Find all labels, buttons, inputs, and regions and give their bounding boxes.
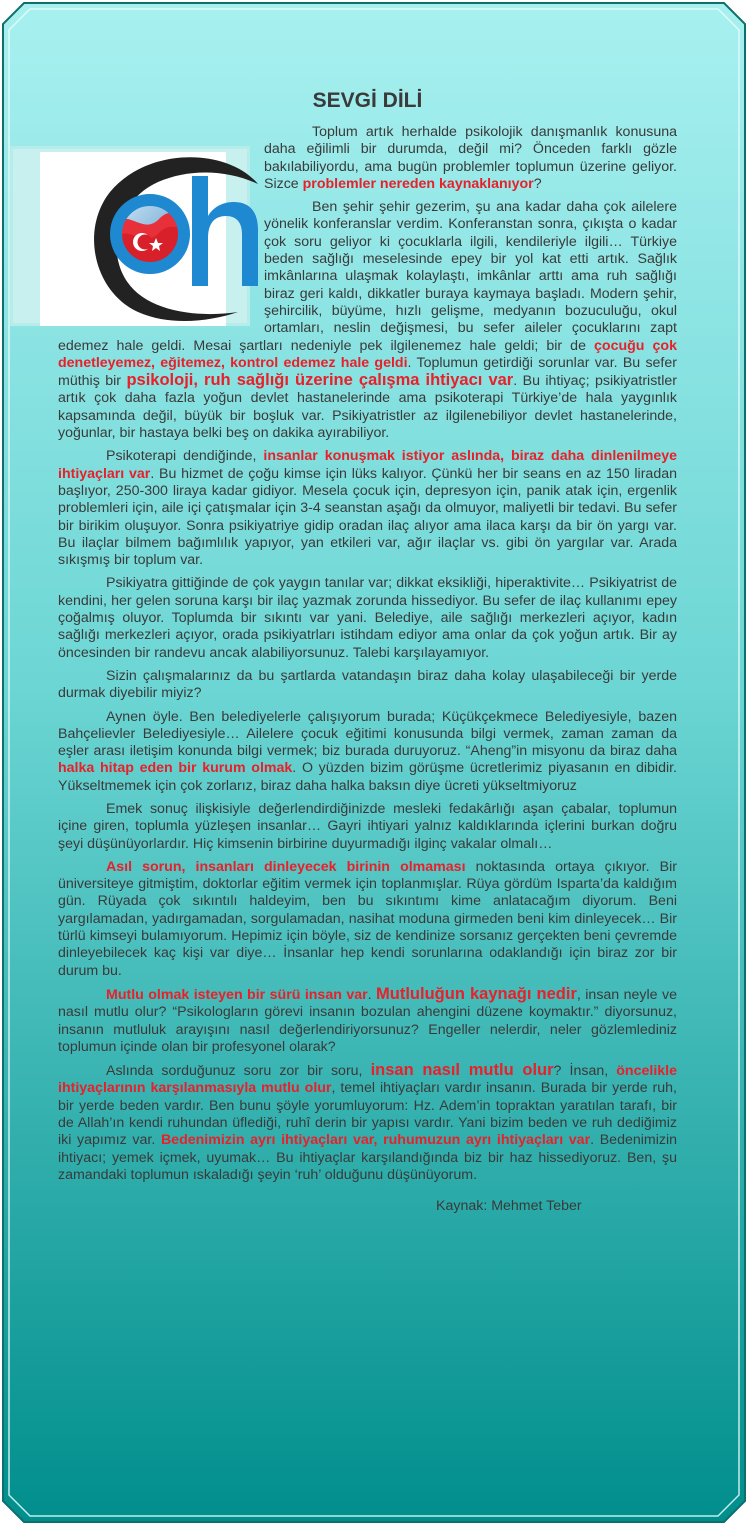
body-text: . Bu ihtiyaç; psikiyatristler artık çok daha fazla yoğun devlet hastanelerinde ama psikoterapi Türkiye’de hala yaygınlık kapsamında değil, büyük bir boşluk var. Psikiyatristler az ilgilenebiliyor devlet hastanelerinde, yoğunlar, bir hastaya belki beş on dakika ayırabiliyor.: [58, 373, 677, 442]
highlight-text: Mutlu olmak isteyen bir sürü insan var: [106, 986, 368, 1003]
body-text: . O yüzden bizim görüşme ücretlerimiz piyasanın en dibidir. Yükseltmemek için çok zorlarız, biraz daha halka baksın diye ücreti yükseltmiyoruz: [58, 760, 677, 794]
highlight-text: Bedenimizin ayrı ihtiyaçları var, ruhumuzun ayrı ihtiyaçları var: [160, 1132, 591, 1149]
paragraph: [58, 668, 677, 703]
body-text: Aynen öyle. Ben belediyelerle çalışıyorum burada; Küçükçekmece Belediyesiyle, bazen Bahçelievler Belediyesiyle… Ailelere çocuk eğitimi konusunda bilgi vermek, zaman zaman da eşler arası iletişim konunda bilgi vermek; biz burada duruyoruz. “Aheng”in misyonu da biraz daha: [58, 708, 677, 760]
body-text: , temel ihtiyaçları vardır insanın. Burada bir yerde ruh, bir yerde beden vardır. Ben bunu şöyle yorumluyorum: Hz. Adem’in topraktan yaratılan tarafı, bir de Allah’ın kendi ruhundan üflediği, ruhî derin bir yapısı vardır. Yani bizim beden ve ruh dediğimiz iki yapımız var.: [58, 1080, 677, 1149]
logo-frame: [10, 146, 250, 326]
highlight-text: psikoloji, ruh sağlığı üzerine çalışma ihtiyacı var: [126, 371, 514, 390]
paragraph: [58, 575, 677, 661]
paragraph: [58, 801, 677, 853]
paragraph: [58, 448, 677, 569]
source-credit: Kaynak: Mehmet Teber: [436, 1198, 582, 1215]
body-text: Psikoterapi dendiğinde,: [106, 448, 264, 465]
highlight-text: Asıl sorun, insanları dinleyecek birinin olmaması: [106, 858, 466, 875]
highlight-text: problemler nereden kaynaklanıyor: [302, 175, 534, 192]
paragraph: [58, 709, 677, 795]
highlight-text: Mutluluğun kaynağı nedir: [376, 984, 577, 1003]
article-title: SEVGİ DİLİ: [312, 89, 423, 112]
body-text: .: [367, 986, 377, 1003]
body-text: ? İnsan,: [553, 1063, 617, 1080]
aheng-logo-icon: [40, 152, 226, 326]
highlight-text: öncelikle ihtiyaçlarının karşılanmasıyla mutlu olur: [58, 1063, 677, 1097]
highlight-text: insanlar konuşmak istiyor aslında, biraz daha dinlenilmeye ihtiyaçları var: [58, 448, 677, 482]
paragraph: [58, 859, 677, 980]
article: [58, 88, 677, 1222]
body-text: , insan neyle ve nasıl mutlu olur? “Psikologların görevi insanın bozulan ahengini düzene koymaktır.” diyorsunuz, insanın mutluluk arayışını nasıl değerlendiriyorsunuz? Engeller nelerdir, neler gözlemlediniz toplumun içinde olan bir profesyonel olarak?: [58, 986, 677, 1055]
body-text: Sizin çalışmalarınız da bu şartlarda vatandaşın biraz daha kolay ulaşabileceği bir yerde durmak diyebilir miyiz?: [58, 667, 677, 702]
article-body: [58, 124, 677, 1184]
body-text: . Bedenimizin ihtiyacı; yemek içmek, uyumak… Bu ihtiyaçlar karşılandığında biz bir haz hissediyoruz. Ben, şu zamandaki toplumun ıskaladığı şeyin ‘ruh’ olduğunu düşünüyorum.: [58, 1132, 677, 1183]
highlight-text: halka hitap eden bir kurum olmak: [58, 760, 293, 777]
body-text: Emek sonuç ilişkisiyle değerlendirdiğinizde mesleki fedakârlığı aşan çabalar, toplumun içine giren, toplumla yüzleşen insanlar… Gayri ihtiyari yalnız kaldıklarında içlerini burkan doğru şeyi düşünüyorlardır. Hiç kimsenin birbirine duyurmadığı ilginç vakalar olmalı…: [58, 800, 677, 852]
body-text: . Bu hizmet de çoğu kimse için lüks kalıyor. Çünkü her bir seans en az 150 liradan başlıyor, 250-300 liraya kadar gidiyor. Mesela çocuk için, depresyon için, panik atak için, ergenlik problemleri için, aile içi çatışmalar için 3-4 seanstan aşağı da olmuyor, maliyetli bir tedavi. Bu sefer bir birikim oluşuyor. Sonra psikiyatriye gidip oradan ilaç alıyor ama ilaca karşı da bir ön yargı var. Bu ilaçlar bilmem bağımlılık yapıyor, yan etkileri var, ağır ilaçlar vs. gibi ön yargılar var. Arada sıkışmış bir toplum var.: [58, 465, 677, 569]
paragraph: [58, 986, 677, 1056]
body-text: ?: [533, 175, 542, 192]
body-text: Toplum artık herhalde psikolojik danışmanlık konusuna daha eğilimli bir durumda, değil mi? Önceden farklı gözle bakılabiliyordu, ama bugün problemler toplumun üzerine geliyor. Sizce: [264, 124, 677, 192]
highlight-text: çocuğu çok denetleyemez, eğitemez, kontrol edemez hale geldi: [58, 337, 677, 371]
paragraph: [58, 1062, 677, 1184]
paragraph: [58, 124, 677, 193]
body-text: Psikiyatra gittiğinde de çok yaygın tanılar var; dikkat eksikliği, hiperaktivite… Psikiyatrist de kendini, her gelen soruna karşı bir ilaç yazmak zorunda hissediyor. Bu sefer de ilaç kullanımı epey çoğalmış oluyor. Toplumda bir sıkıntı var yani. Belediye, aile sağlığı merkezleri açıyor, kadın sağlığı merkezleri açıyor, orada psikiyatrları istihdam ediyor ama onlar da çok yoğun artık. Bir ay öncesinden bir randevu ancak alabiliyorsunuz. Talebi karşılayamıyor.: [58, 575, 677, 661]
body-text: noktasında ortaya çıkıyor. Bir üniversiteye gitmiştim, doktorlar eğitim vermek için toplanmışlar. Rüya gördüm Isparta’da kaldığım gün. Rüyada çok sıkıntılı haldeyim, ben bu sıkıntımı kime anlatacağım diyorum. Beni yargılamadan, yadırgamadan, sorgulamadan, nasihat moduna girmeden beni kim dinleyecek… Bir türlü kimseyi bulamıyorum. Hepimiz için böyle, siz de kendinize sorsanız gerçekten beni çevremde dinleyebilecek kaç kişi var diye… İnsanlar hep kendi sorunlarına odaklandığı için biraz zor bir durum bu.: [58, 858, 677, 979]
body-text: Ben şehir şehir gezerim, şu ana kadar daha çok ailelere yönelik konferanslar verdim. Konferanstan sonra, çıkışta o kadar çok soru geliyor ki çocuklarla ilgili, kendileriyle ilgili… Türkiye beden sağlığı meselesinde epey bir yol kat etti artık. Sağlık imkânlarına ulaşmak kolaylaştı, imkânlar arttı ama ruh sağlığı biraz geri kaldı, dikkatler buraya kaymaya başladı. Modern şehir, şehircilik, büyüme, hızlı gelişme, medyanın bozuculuğu, okul ortamları, neslin değişmesi, bu sefer aileler çocuklarını zapt edemez hale geldi. Mesai şartları nedeniyle pek ilgilenemez hale geldi; bir de: [58, 199, 677, 354]
body-text: Aslında sorduğunuz soru zor bir soru,: [106, 1063, 371, 1080]
highlight-text: insan nasıl mutlu olur: [370, 1061, 554, 1080]
body-text: . Toplumun getirdiği sorunlar var. Bu sefer müthiş bir: [58, 354, 677, 390]
